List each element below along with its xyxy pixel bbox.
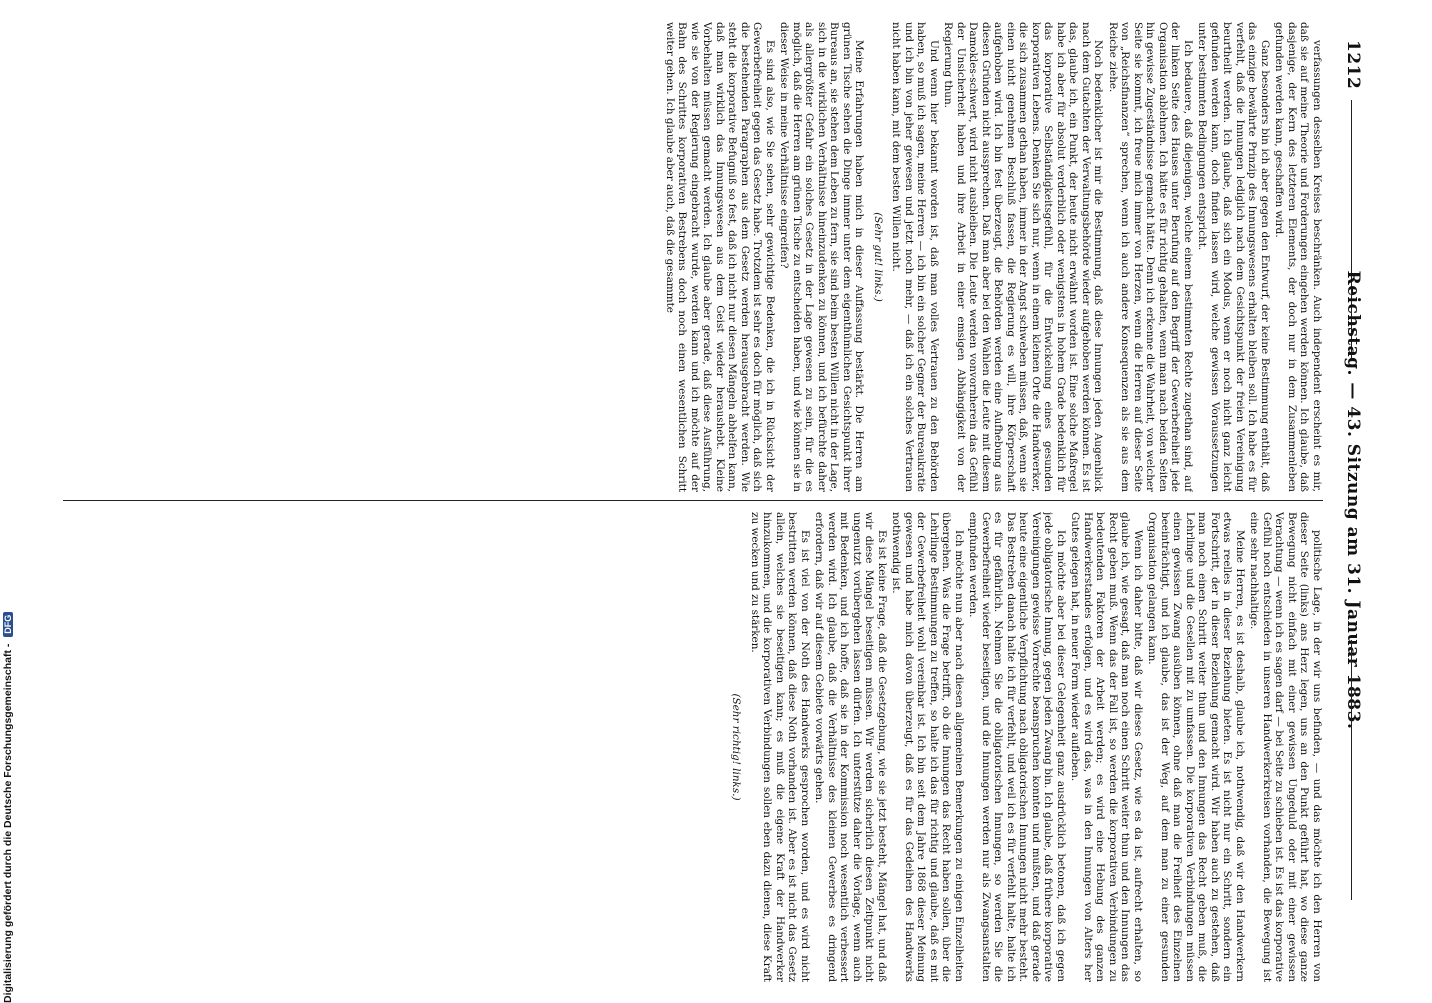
paragraph: Ich möchte aber bei dieser Gelegenheit ganz ausdrücklich betonen, daß ich gegen jede obligatorische Innung, gegen jeden Zwang bin. Ich glaube, daß frühere korporative Vereinigungen gewisse Vorrechte beanspruchen konnten und mußten, und daß gerade heute eine eigentliche Verpflichtung nach obligatorischen Innungen nicht mehr besteht. Das Bestreben danach halte ich für verfehlt, und weil ich es für verfehlt halte, halte ich es für gefährlich. Nehmen Sie die obligatorischen Innungen, so werden Sie die Gewerbefreiheit wieder beseitigen, und die Innungen werden nur als Zwangsanstalten empfunden werden.: [967, 512, 1067, 982]
scanned-page: [5, 0, 1385, 1000]
paragraph: Und wenn hier bekannt worden ist, daß man volles Vertrauen zu den Behörden haben, so muß ich sagen, meine Herren — ich bin ein solcher Gegner der Bureaukratie und ich bin von jeher gewesen und jetzt noch mehr, — daß ich ein solches Vertrauen nicht haben kann, mit dem besten Willen nicht.: [890, 22, 940, 492]
credit-text: Digitalisierung gefördert durch die Deutsche Forschungsgemeinschaft -: [2, 643, 14, 1003]
paragraph: politische Lage, in der wir uns befinden, — und das möchte ich den Herren von dieser Seite (links) ans Herz legen, uns an den Punkt geführt hat, wo diese ganze Bewegung nicht einfach mit einer gewissen Ungeduld oder mit einer gewissen Verachtung — wenn ich es sagen darf — bei Seite zu schieben ist. Es ist das korporative Gefühl noch entschieden in unseren Handwerkerkreisen vorhanden, die Bewegung ist eine sehr nachhaltige.: [1248, 512, 1323, 982]
column-divider: [63, 500, 1323, 501]
paragraph: Noch bedenklicher ist mir die Bestimmung, daß diese Innungen jeden Augenblick nach dem Gutachten der Verwaltungsbehörde wieder aufgehoben werden können. Es ist das, glaube ich, ein Punkt, der heute nicht erwähnt worden ist. Eine solche Maßregel habe ich aber für absolut verderblich oder wenigstens in hohem Grade bedenklich für das korporative Selbständigkeitsgefühl, für die Entwickelung eines gesunden korporativen Lebens. Denken Sie sich nur, wenn in einem kleinen Orte die Handwerker, die sich zusammen gethan haben, immer in der Angst schweben müssen, daß, wenn sie einen nicht genehmen Beschluß fassen, die Regierung es will, ihre Körperschaft aufgehoben wird. Ich bin fest überzeugt, die Behörden werden eine Aufhebung aus diesen Gründen nicht aussprechen. Daß man aber bei den Wahlen die Leute mit diesem Damokles-schwert, wird nicht ausbleiben. Die Leute werden vonvornherein das Gefühl der Unsicherheit haben und ihre Arbeit in einer emsigen Abhängigkeit von der Regierung thun.: [942, 22, 1105, 492]
right-text-column: [58, 512, 1323, 982]
paragraph: verfassungen desselben Kreises beschränken. Auch independent erscheint es mir, daß sie auf meine Theorie und Forderungen eingehen werden können. Ich glaube, daß dasjenige, der Kern des letzteren Elements, der doch nur in dem Zusammenleben gefunden werden kann, geschaffen wird.: [1273, 22, 1323, 492]
paragraph: Ich bedauere, daß diejenigen, welche einem bestimmten Rechte zugethan sind, auf der linken Seite des Hauses unter Berufung auf den Begriff der Gewerbefreiheit jede Organisation ablehnen. Ich hätte es für richtig gehalten, wenn man nach beiden Seiten hin gewisse Zugeständnisse gemacht hätte. Denn ich erkenne die Wahrheit, von welcher Seite sie kommt, ich freue mich immer von Herzen, wenn die Herren auf dieser Seite von „Reichsfinanzen“ sprechen, wenn ich auch andere Konsequenzen als sie aus dem Reiche ziehe.: [1107, 22, 1194, 492]
paragraph: (Sehr richtig! links.): [730, 693, 743, 801]
paragraph: Meine Herren, es ist deshalb, glaube ich, nothwendig, daß wir den Handwerkern etwas reelles in dieser Beziehung bieten. Es ist nicht nur ein Schritt, sondern ein Fortschritt, der in dieser Beziehung gemacht wird. Wir haben auch zu gestehen, daß man noch einen Schritt weiter thun und den Innungen das Recht geben muß, die Lehrlinge und die Gesellen mit zu umfassen. Die korporativen Verbindungen müssen einen gewissen Zwang ausüben können, ohne daß man die Freiheit des Einzelnen beeinträchtigt, und ich glaube, das ist der Weg, auf dem man zu einer gesunden Organisation gelangen kann.: [1146, 512, 1246, 982]
paragraph: Ganz besonders bin ich aber gegen den Entwurf, der keine Bestimmung enthält, daß das einzige bewährte Prinzip des Innungswesens erhalten bleiben soll. Ich habe es für verfehlt, daß die Innungen lediglich nach dem Gesichtspunkt der freien Vereinigung beurtheilt werden. Ich glaube, daß sich ein Modus, wenn er noch nicht ganz leicht gefunden werden kann, doch finden lassen wird, welche gewissen Voraussetzungen unter bestimmten Bedingungen entspricht.: [1196, 22, 1271, 492]
page-header: [1337, 40, 1367, 960]
paragraph: Es sind also, wie Sie sehen, sehr gewichtige Bedenken, die ich in Rücksicht der Gewerbefreiheit gegen das Gesetz habe. Trotzdem ist sehr es doch für möglich, daß sich die bestehenden Paragraphen aus dem Gesetz werden herausgebracht werden. Wie steht die korporative Befugniß so fest, daß ich nicht nur diesen Mängeln abhelfen kann, daß man wirklich das Innungswesen aus dem Geist wieder heraushebt. Kleine Vorbehalten müssen gemacht werden. Ich glaube aber gerade, daß diese Ausführung, wie sie von der Regierung eingebracht wurde, werden kann und ich möchte auf der Bahn des Schrittes korporativen Bestrebens doch noch einen wesentlichen Schritt weiter gehen. Ich glaube aber auch, daß die gesammte: [664, 22, 776, 492]
paragraph: Es ist viel von der Noth des Handwerks gesprochen worden, und es wird nicht bestritten werden können, daß diese Noth vorhanden ist. Aber es ist nicht das Gesetz allein, welches sie beseitigen kann; es muß die eigene Kraft der Handwerker hinzukommen, und die korporativen Verbindungen sollen eben dazu dienen, diese Kraft zu wecken und zu stärken.: [749, 512, 811, 982]
paragraph: Es ist keine Frage, daß die Gesetzgebung, wie sie jetzt besteht, Mängel hat, und daß wir diese Mängel beseitigen müssen. Wir werden sicherlich diesen Zeitpunkt nicht ungenutzt vorübergehen lassen dürfen. Ich unterstütze daher die Vorlage, wenn auch mit Bedenken, und ich hoffe, daß sie in der Kommission noch wesentlich verbessert werden wird. Ich glaube, daß die Verhältnisse des kleinen Gewerbes es dringend erfordern, daß wir auf diesem Gebiete vorwärts gehen.: [813, 512, 888, 982]
paragraph: Ich möchte nun aber nach diesen allgemeinen Bemerkungen zu einigen Einzelheiten übergehen. Was die Frage betrifft, ob die Innungen das Recht haben sollen, über die Lehrlinge Bestimmungen zu treffen, so halte ich das für richtig und glaube, daß es mit der Gewerbefreiheit wohl vereinbar ist. Ich bin seit dem Jahre 1868 dieser Meinung gewesen und habe mich davon überzeugt, daß es für das Gedeihen des Handwerks nothwendig ist.: [890, 512, 965, 982]
page-title: Reichstag. — 43. Sitzung am 31. Januar 1883.: [1343, 270, 1363, 730]
paragraph: (Sehr gut! links.): [872, 212, 884, 302]
dfg-logo: DFG: [3, 612, 13, 637]
paragraph: Meine Erfahrungen haben mich in dieser Auffassung bestärkt. Die Herren am grünen Tische sehen die Dinge immer unter dem eigenthümlichen Gesichtspunkt ihrer Bureaus an, sie stehen dem Leben zu fern, sie sind beim besten Willen nicht in der Lage, sich in die wirklichen Verhältnisse hineinzudenken zu können, und ich befürchte daher als allergrößter Gefahr ein solches Gesetz in der Lage gewesen zu sein, für die es möglich, daß die Herren am grünen Tische zu entscheiden haben, und wie können sie in dieser Weise in meine Verhältnisse eingreifen?: [778, 22, 866, 492]
header-rule-right: [1351, 640, 1352, 900]
left-text-column: [58, 22, 1323, 492]
digitization-credit: [2, 3, 18, 1003]
page-number: 1212: [1343, 40, 1363, 90]
paragraph: Wenn ich daher bitte, daß wir dieses Gesetz, wie es da ist, aufrecht erhalten, so glaube ich, wie gesagt, daß man noch einen Schritt weiter thun und den Innungen das Recht geben muß. Wenn das der Fall ist, so werden die korporativen Verbindungen zu bedeutenden Faktoren der Arbeit werden; es wird eine Hebung des ganzen Handwerkerstandes erfolgen, und es wird das, was in den Innungen von Alters her Gutes gelegen hat, in neuer Form wieder aufleben.: [1069, 512, 1144, 982]
